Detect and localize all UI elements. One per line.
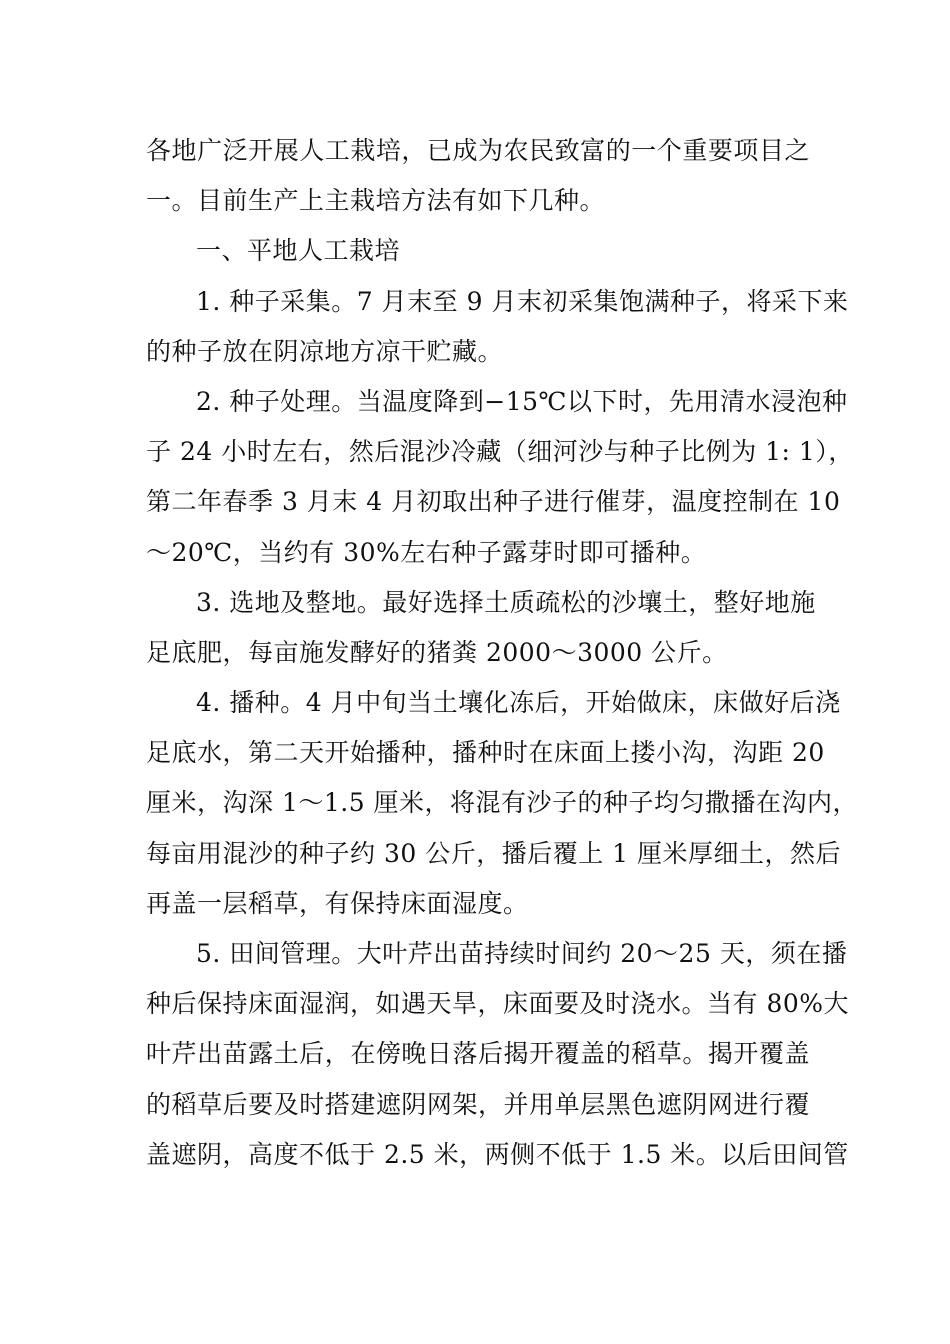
text-line: 足底水，第二天开始播种，播种时在床面上搂小沟，沟距 20 bbox=[146, 738, 825, 768]
text-line: 每亩用混沙的种子约 30 公斤，播后覆上 1 厘米厚细土，然后 bbox=[146, 838, 842, 868]
text-line: 足底肥，每亩施发酵好的猪粪 2000～3000 公斤。 bbox=[146, 637, 728, 667]
text-line: 1. 种子采集。7 月末至 9 月末初采集饱满种子，将采下来 bbox=[196, 286, 849, 316]
document-body bbox=[146, 126, 859, 1180]
text-line: 第二年春季 3 月末 4 月初取出种子进行催芽，温度控制在 10 bbox=[146, 487, 841, 517]
text-line: 各地广泛开展人工栽培，已成为农民致富的一个重要项目之 bbox=[146, 136, 810, 165]
text-line: 再盖一层稻草，有保持床面湿度。 bbox=[146, 888, 529, 918]
text-line: 盖遮阴，高度不低于 2.5 米，两侧不低于 1.5 米。以后田间管 bbox=[146, 1139, 849, 1169]
section-heading: 一、平地人工栽培 bbox=[196, 236, 401, 266]
text-line: 的稻草后要及时搭建遮阴网架，并用单层黑色遮阴网进行覆 bbox=[146, 1089, 810, 1119]
text-line: ～20℃，当约有 30%左右种子露芽时即可播种。 bbox=[146, 537, 707, 567]
text-line: 的种子放在阴凉地方凉干贮藏。 bbox=[146, 336, 504, 366]
text-line: 子 24 小时左右，然后混沙冷藏（细河沙与种子比例为 1: 1）， bbox=[146, 437, 854, 467]
text-line: 3. 选地及整地。最好选择土质疏松的沙壤土，整好地施 bbox=[196, 587, 816, 617]
text-line: 5. 田间管理。大叶芹出苗持续时间约 20～25 天，须在播 bbox=[196, 939, 848, 968]
text-line: 叶芹出苗露土后，在傍晚日落后揭开覆盖的稻草。揭开覆盖 bbox=[146, 1039, 810, 1069]
text-line: 一。目前生产上主栽培方法有如下几种。 bbox=[146, 186, 606, 216]
text-line: 2. 种子处理。当温度降到−15℃以下时，先用清水浸泡种 bbox=[196, 386, 848, 416]
text-line: 4. 播种。4 月中旬当土壤化冻后，开始做床，床做好后浇 bbox=[196, 688, 841, 718]
text-line: 厘米，沟深 1～1.5 厘米，将混有沙子的种子均匀撒播在沟内， bbox=[146, 788, 859, 818]
text-line: 种后保持床面湿润，如遇天旱，床面要及时浇水。当有 80%大 bbox=[146, 989, 850, 1019]
